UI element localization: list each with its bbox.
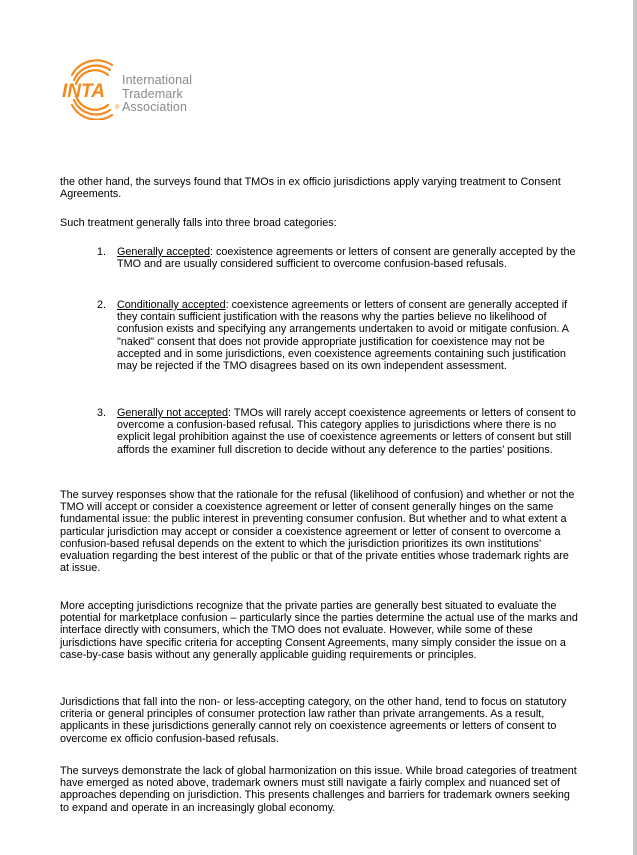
list-item-conditionally-accepted bbox=[97, 299, 580, 372]
paragraph-text: the other hand, the surveys found that TMOs in ex officio jurisdictions apply varying treatment to Consent Agreements. bbox=[60, 176, 561, 201]
inta-logo bbox=[62, 56, 232, 120]
list-body bbox=[117, 299, 580, 372]
list-item-generally-not-accepted bbox=[97, 407, 580, 456]
list-body bbox=[117, 246, 580, 270]
logo-word-line-1: International bbox=[122, 73, 193, 87]
paragraph-text: More accepting jurisdictions recognize that the private parties are generally best situated to evaluate the potential for marketplace confusion – particularly since the parties determine the actual use of the marks and interface directly with consumers, which the TMO does not evaluate. However, while some of these jurisdictions have specific criteria for accepting Consent Agreements, many simply consider the issue on a case-by-case basis without any generally applicable guiding requirements or principles. bbox=[60, 600, 578, 661]
list-description: : coexistence agreements or letters of consent are generally accepted by the TMO and are usually considered sufficient to overcome confusion-based refusals. bbox=[117, 246, 576, 271]
list-term: Generally accepted bbox=[117, 246, 211, 258]
list-description: : coexistence agreements or letters of consent are generally accepted if they contain sufficient justification with the reasons why the parties believe no likelihood of confusion exists and specifying any arrangements undertaken to avoid or mitigate confusion. A "naked" consent that does not provide appropriate justification for coexistence may not be accepted and in some jurisdictions, even coexistence agreements containing such justification may be rejected if the TMO disagrees based on its own independent assessment. bbox=[117, 299, 569, 373]
list-description: : TMOs will rarely accept coexistence agreements or letters of consent to overcome a confusion-based refusal. This category applies to jurisdictions where there is no explicit legal prohibition against the use of coexistence agreements or letters of consent but still affords the examiner full discretion to decide without any deference to the parties’ positions. bbox=[117, 407, 576, 456]
logo-registered: ® bbox=[115, 105, 120, 111]
page-edge bbox=[633, 0, 637, 855]
logo-word-line-2: Trademark bbox=[122, 86, 183, 101]
list-number: 1. bbox=[97, 246, 107, 258]
logo-wordmark bbox=[122, 74, 192, 115]
paragraph-harmonization bbox=[60, 765, 580, 814]
logo-mark-text: INTA bbox=[62, 81, 105, 102]
list-number: 3. bbox=[97, 407, 107, 419]
list-item-generally-accepted bbox=[97, 246, 580, 270]
list-term: Generally not accepted bbox=[117, 407, 229, 419]
list-number: 2. bbox=[97, 299, 107, 311]
paragraph-intro bbox=[60, 176, 580, 200]
logo-word-line-3: Association bbox=[122, 100, 188, 114]
paragraph-text: The survey responses show that the rationale for the refusal (likelihood of confusion) and whether or not the TMO will accept or consider a coexistence agreement or letter of consent generally hinges on the same fundamental issue: the public interest in preventing consumer confusion. But whether and to what extent a particular jurisdiction may accept or consider a coexistence agreement or letter of consent to overcome a confusion-based refusal depends on the extent to which the jurisdiction prioritizes its own institutions’ evaluation regarding the best interest of the public or that of the private entities whose trademark rights are at issue. bbox=[60, 489, 575, 575]
list-body bbox=[117, 407, 580, 456]
paragraph-text: Jurisdictions that fall into the non- or less-accepting category, on the other hand, tend to focus on statutory criteria or general principles of consumer protection law rather than private arrangements. As a result, applicants in these jurisdictions generally cannot rely on coexistence agreements or letters of consent to overcome ex officio confusion-based refusals. bbox=[60, 696, 567, 745]
paragraph-text: The surveys demonstrate the lack of global harmonization on this issue. While broad categories of treatment have emerged as noted above, trademark owners must still navigate a fairly complex and nuanced set of approaches depending on jurisdiction. This presents challenges and barriers for trademark owners seeking to expand and operate in an increasingly global economy. bbox=[60, 765, 577, 814]
paragraph-non-accepting bbox=[60, 696, 580, 745]
paragraph-accepting-jurisdictions bbox=[60, 600, 580, 661]
inta-logo-mark bbox=[62, 56, 124, 120]
paragraph-text: Such treatment generally falls into three broad categories: bbox=[60, 217, 337, 229]
list-term: Conditionally accepted bbox=[117, 299, 226, 311]
paragraph-survey-responses bbox=[60, 489, 580, 574]
paragraph-categories-lead bbox=[60, 217, 580, 229]
